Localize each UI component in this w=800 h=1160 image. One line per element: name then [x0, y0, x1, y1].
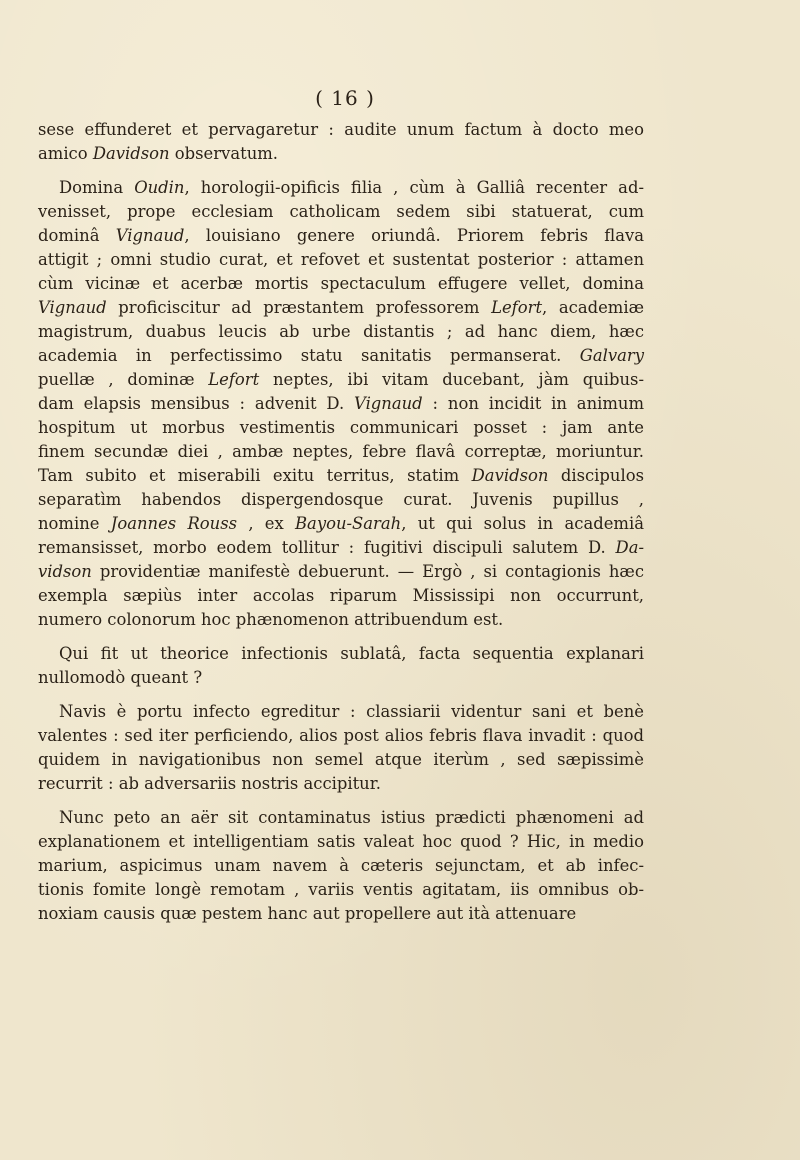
text-run: nomine — [38, 514, 111, 533]
text-run: providentiæ manifestè debuerunt. — Ergò , si contagionis hæc — [91, 562, 644, 581]
body-text — [38, 118, 644, 926]
text-line — [38, 700, 644, 724]
text-run: sese effunderet et pervagaretur : audite unum factum à docto meo — [38, 120, 644, 139]
text-run: , ut qui solus in academiâ — [401, 514, 644, 533]
text-line — [38, 464, 644, 488]
text-run: remansisset, morbo eodem tollitur : fugitivi discipuli salutem D. — [38, 538, 616, 557]
text-line — [38, 344, 644, 368]
text-run: exempla sæpiùs inter accolas riparum Mississipi non occurrunt, — [38, 586, 644, 605]
text-run: dominâ — [38, 226, 116, 245]
text-line — [38, 176, 644, 200]
text-line — [38, 200, 644, 224]
paragraph — [38, 642, 644, 690]
text-line — [38, 806, 644, 830]
text-line — [38, 560, 644, 584]
text-run: puellæ , dominæ — [38, 370, 209, 389]
text-line — [38, 248, 644, 272]
italic-name: vidson — [38, 562, 92, 581]
text-line — [38, 854, 644, 878]
text-run: neptes, ibi vitam ducebant, jàm quibus- — [259, 370, 644, 389]
text-run: Domina — [59, 178, 135, 197]
text-run: numero colonorum hoc phænomenon attribuendum est. — [38, 610, 504, 629]
text-run: magistrum, duabus leucis ab urbe distantis ; ad hanc diem, hæc — [38, 322, 644, 341]
text-run: proficiscitur ad præstantem professorem — [106, 298, 492, 317]
italic-name: Da- — [615, 538, 644, 557]
text-line — [38, 118, 644, 142]
text-run: Tam subito et miserabili exitu territus, statim — [38, 466, 472, 485]
text-line — [38, 296, 644, 320]
paragraph — [38, 176, 644, 632]
text-run: attigit ; omni studio curat, et refovet et sustentat posterior : attamen — [38, 250, 644, 269]
text-line — [38, 392, 644, 416]
text-line — [38, 902, 644, 926]
text-line — [38, 878, 644, 902]
paragraph — [38, 806, 644, 926]
italic-name: Galvary — [579, 346, 644, 365]
text-run: venisset, prope ecclesiam catholicam sedem sibi statuerat, cum — [38, 202, 644, 221]
text-line — [38, 748, 644, 772]
text-run: , ex — [237, 514, 296, 533]
italic-name: Vignaud — [115, 226, 185, 245]
text-run: Qui fit ut theorice infectionis sublatâ, facta sequentia explanari — [59, 644, 644, 663]
text-line — [38, 724, 644, 748]
italic-name: Vignaud — [38, 298, 107, 317]
italic-name: Bayou-Sarah — [295, 514, 402, 533]
italic-name: Vignaud — [354, 394, 423, 413]
text-run: finem secundæ diei , ambæ neptes, febre flavâ correptæ, moriuntur. — [38, 442, 644, 461]
paragraph — [38, 118, 644, 166]
italic-name: Lefort — [491, 298, 543, 317]
italic-name: Oudin — [134, 178, 185, 197]
text-run: , academiæ — [542, 298, 644, 317]
text-run: quidem in navigationibus non semel atque iterùm , sed sæpissimè — [38, 750, 644, 769]
text-run: valentes : sed iter perficiendo, alios post alios febris flava invadit : quod — [38, 726, 644, 745]
text-run: recurrit : ab adversariis nostris accipitur. — [38, 774, 381, 793]
text-run: Navis è portu infecto egreditur : classiarii videntur sani et benè — [59, 702, 644, 721]
text-line — [38, 608, 644, 632]
text-line — [38, 666, 644, 690]
text-run: Nunc peto an aër sit contaminatus istius prædicti phænomeni ad — [59, 808, 644, 827]
text-run: , louisiano genere oriundâ. Priorem febris flava — [184, 226, 644, 245]
text-line — [38, 642, 644, 666]
text-run: academia in perfectissimo statu sanitatis permanserat. — [38, 346, 580, 365]
text-run: explanationem et intelligentiam satis valeat hoc quod ? Hic, in medio — [38, 832, 644, 851]
text-run: observatum. — [169, 144, 279, 163]
text-run: , horologii-opificis filia , cùm à Galliâ recenter ad- — [184, 178, 644, 197]
text-run: : non incidit in animum — [422, 394, 645, 413]
italic-name: Davidson — [92, 144, 170, 163]
text-line — [38, 440, 644, 464]
text-line — [38, 224, 644, 248]
text-line — [38, 772, 644, 796]
paragraph — [38, 700, 644, 796]
page-number: ( 16 ) — [315, 86, 375, 110]
text-line — [38, 142, 644, 166]
text-run: marium, aspicimus unam navem à cæteris sejunctam, et ab infec- — [38, 856, 644, 875]
text-line — [38, 416, 644, 440]
text-run: nullomodò queant ? — [38, 668, 203, 687]
text-line — [38, 512, 644, 536]
italic-name: Davidson — [471, 466, 549, 485]
text-line — [38, 830, 644, 854]
text-line — [38, 368, 644, 392]
text-line — [38, 488, 644, 512]
italic-name: Lefort — [208, 370, 260, 389]
text-run: amico — [38, 144, 93, 163]
text-run: separatìm habendos dispergendosque curat. Juvenis pupillus , — [38, 490, 644, 509]
italic-name: Joannes Rouss — [110, 514, 238, 533]
text-run: cùm vicinæ et acerbæ mortis spectaculum effugere vellet, domina — [38, 274, 644, 293]
text-run: noxiam causis quæ pestem hanc aut propellere aut ità attenuare — [38, 904, 577, 923]
text-line — [38, 320, 644, 344]
text-line — [38, 536, 644, 560]
text-line — [38, 272, 644, 296]
text-run: hospitum ut morbus vestimentis communicari posset : jam ante — [38, 418, 644, 437]
text-line — [38, 584, 644, 608]
text-run: tionis fomite longè remotam , variis ventis agitatam, iis omnibus ob- — [38, 880, 644, 899]
text-run: dam elapsis mensibus : advenit D. — [38, 394, 355, 413]
text-run: discipulos — [548, 466, 644, 485]
